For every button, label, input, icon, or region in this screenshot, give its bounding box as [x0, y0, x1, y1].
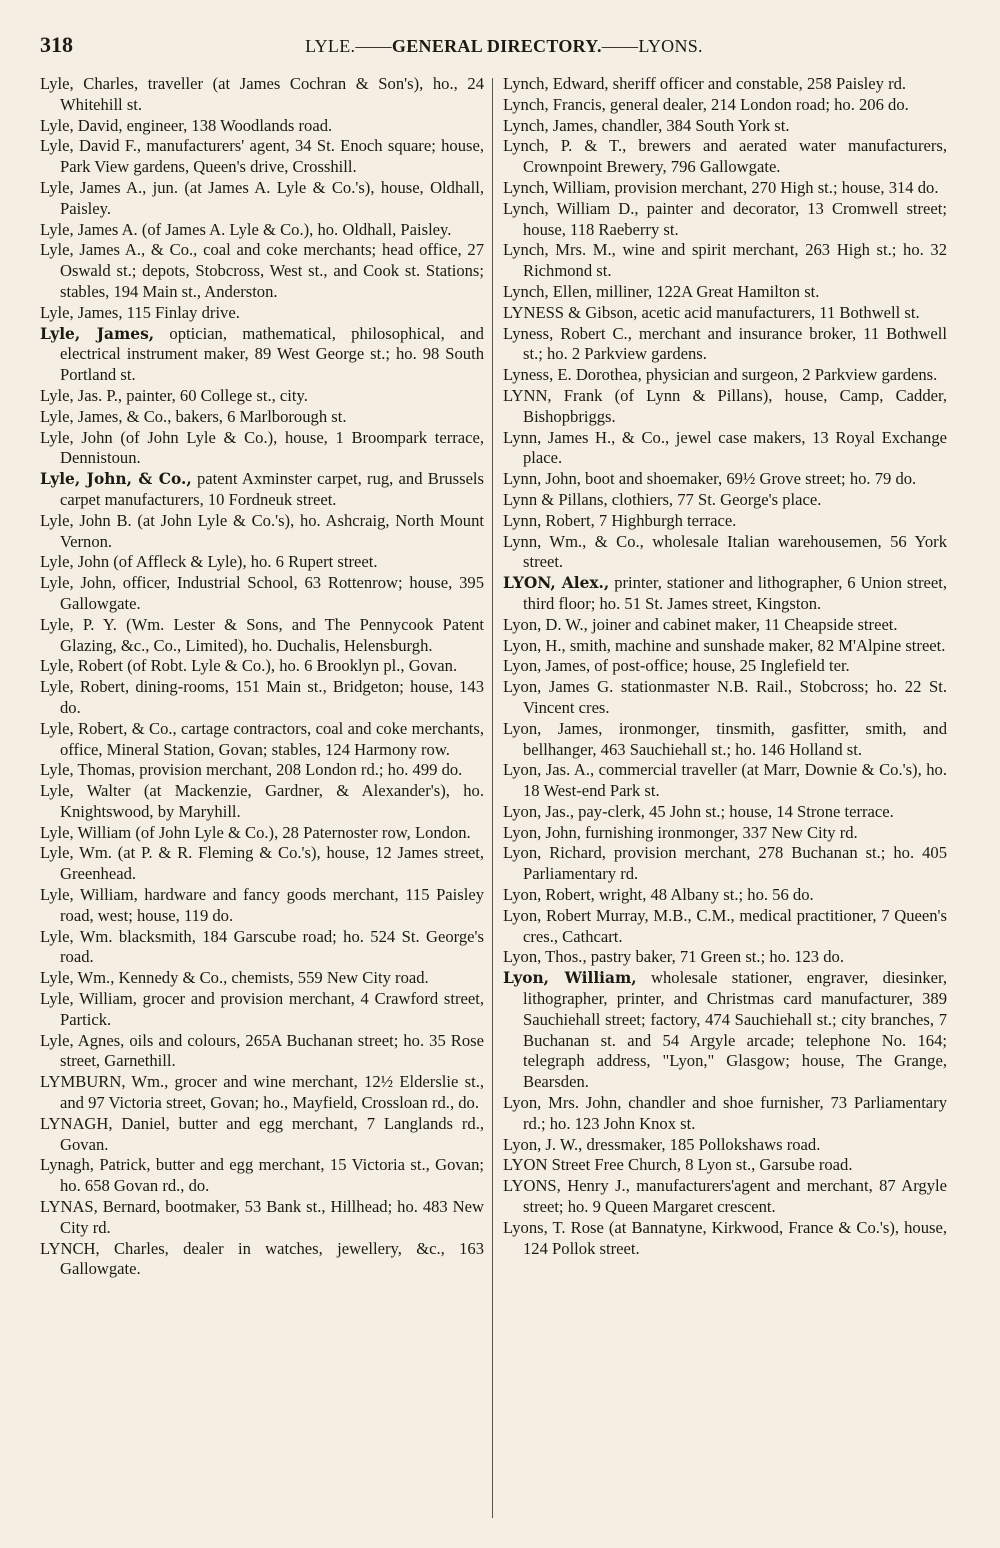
- entry-text: Lynch, Mrs. M., wine and spirit merchant, 263 High st.; ho. 32 Richmond st.: [503, 240, 947, 281]
- entry-text: Lyon, J. W., dressmaker, 185 Pollokshaws road.: [503, 1134, 821, 1154]
- directory-entry: [40, 178, 484, 220]
- directory-entry: [40, 989, 484, 1031]
- entry-text: Lynch, William, provision merchant, 270 High st.; house, 314 do.: [503, 177, 939, 197]
- entry-text: wholesale stationer, engraver, diesinker, lithographer, printer, and Christmas card manufacturer, 389 Sauchiehall street; factory, 474 Sauchiehall st.; city branches, 7 Buchanan st. and 54 Argyle arcade; telephone No. 164; telegraph address, "Lyon," Glasgow; house, The Grange, Bearsden.: [523, 968, 947, 1092]
- directory-entry: [503, 1093, 947, 1135]
- directory-entry: [503, 511, 947, 532]
- directory-entry: [503, 116, 947, 137]
- entry-name-bold: Lyon, William,: [503, 969, 637, 988]
- entry-text: Lynn, Wm., & Co., wholesale Italian warehousemen, 56 York street.: [503, 531, 947, 572]
- entry-name-bold: Lyle, John, & Co.,: [40, 470, 192, 489]
- entry-text: Lyle, Agnes, oils and colours, 265A Buchanan street; ho. 35 Rose street, Garnethill.: [40, 1030, 484, 1071]
- directory-columns: [40, 74, 970, 1518]
- entry-text: LYMBURN, Wm., grocer and wine merchant, 12½ Elderslie st., and 97 Victoria street, Govan; ho., Mayfield, Crossloan rd., do.: [40, 1072, 484, 1113]
- entry-text: Lynn & Pillans, clothiers, 77 St. George's place.: [503, 489, 822, 509]
- running-head-right: LYONS.: [638, 36, 703, 56]
- entry-text: Lyle, Jas. P., painter, 60 College st., city.: [40, 385, 308, 405]
- entry-text: LYNCH, Charles, dealer in watches, jewellery, &c., 163 Gallowgate.: [40, 1238, 484, 1279]
- right-column: [503, 74, 947, 1259]
- entry-text: Lyon, Thos., pastry baker, 71 Green st.; ho. 123 do.: [503, 947, 844, 967]
- page-number: 318: [40, 32, 73, 57]
- directory-entry: [40, 386, 484, 407]
- directory-entry: [40, 240, 484, 302]
- entry-text: Lyness, E. Dorothea, physician and surgeon, 2 Parkview gardens.: [503, 365, 938, 385]
- entry-text: Lyle, Robert, dining-rooms, 151 Main st., Bridgeton; house, 143 do.: [40, 677, 484, 717]
- directory-entry: [503, 1155, 947, 1176]
- directory-entry: [40, 428, 484, 470]
- entry-text: Lyle, William (of John Lyle & Co.), 28 Paternoster row, London.: [40, 822, 471, 842]
- entry-text: Lyle, David, engineer, 138 Woodlands road.: [40, 115, 333, 135]
- entry-text: LYNESS & Gibson, acetic acid manufacturers, 11 Bothwell st.: [503, 302, 920, 322]
- entry-text: Lyle, John (of Affleck & Lyle), ho. 6 Rupert street.: [40, 552, 378, 572]
- entry-text: Lynch, James, chandler, 384 South York st.: [503, 115, 790, 135]
- directory-entry: [40, 74, 484, 116]
- directory-entry: [503, 760, 947, 802]
- directory-entry: [503, 74, 947, 95]
- entry-text: Lyon, James, ironmonger, tinsmith, gasfitter, smith, and bellhanger, 463 Sauchiehall st.; ho. 146 Holland st.: [503, 718, 947, 759]
- directory-entry: [40, 885, 484, 927]
- entry-text: Lyon, H., smith, machine and sunshade maker, 82 M'Alpine street.: [503, 635, 946, 655]
- entry-text: Lyon, Jas., pay-clerk, 45 John st.; house, 14 Strone terrace.: [503, 801, 894, 821]
- entry-text: Lynch, P. & T., brewers and aerated water manufacturers, Crownpoint Brewery, 796 Gallowgate.: [503, 136, 947, 177]
- entry-text: Lyle, Robert (of Robt. Lyle & Co.), ho. 6 Brooklyn pl., Govan.: [40, 656, 458, 676]
- entry-text: Lynch, Edward, sheriff officer and constable, 258 Paisley rd.: [503, 74, 907, 93]
- entry-text: Lyle, David F., manufacturers' agent, 34 St. Enoch square; house, Park View gardens, Queen's drive, Crosshill.: [40, 136, 484, 177]
- directory-entry: [40, 407, 484, 428]
- entry-text: Lyle, John (of John Lyle & Co.), house, 1 Broompark terrace, Dennistoun.: [40, 427, 484, 468]
- entry-text: Lyle, William, hardware and fancy goods merchant, 115 Paisley road, west; house, 119 do.: [40, 885, 484, 925]
- directory-entry: [503, 947, 947, 968]
- directory-entry: [503, 532, 947, 574]
- column-divider: [492, 78, 493, 1518]
- directory-entry: [503, 324, 947, 366]
- directory-entry: [503, 1218, 947, 1260]
- entry-text: Lyon, James G. stationmaster N.B. Rail., Stobcross; ho. 22 St. Vincent cres.: [503, 677, 947, 717]
- directory-entry: [40, 1155, 484, 1197]
- directory-entry: [503, 636, 947, 657]
- entry-text: Lyle, Wm., Kennedy & Co., chemists, 559 New City road.: [40, 968, 429, 988]
- entry-text: optician, mathematical, philosophical, and electrical instrument maker, 89 West George st.; ho. 98 South Portland st.: [60, 323, 484, 385]
- directory-entry: [40, 927, 484, 969]
- directory-entry: [503, 469, 947, 490]
- directory-entry: [503, 843, 947, 885]
- entry-text: Lyon, John, furnishing ironmonger, 337 New City rd.: [503, 822, 858, 842]
- entry-text: Lynch, Francis, general dealer, 214 London road; ho. 206 do.: [503, 94, 909, 114]
- directory-entry: [503, 1135, 947, 1156]
- directory-entry: [40, 823, 484, 844]
- directory-entry: [40, 1239, 484, 1281]
- directory-entry: [40, 781, 484, 823]
- directory-entry: [503, 282, 947, 303]
- entry-text: LYNAS, Bernard, bootmaker, 53 Bank st., Hillhead; ho. 483 New City rd.: [40, 1197, 484, 1237]
- entry-text: Lyon, Robert Murray, M.B., C.M., medical practitioner, 7 Queen's cres., Cathcart.: [503, 905, 947, 946]
- entry-text: Lynagh, Patrick, butter and egg merchant, 15 Victoria st., Govan; ho. 658 Govan rd., do.: [40, 1155, 484, 1196]
- directory-entry: [503, 136, 947, 178]
- directory-entry: [503, 615, 947, 636]
- entry-text: Lyle, Wm. blacksmith, 184 Garscube road; ho. 524 St. George's road.: [40, 926, 484, 967]
- directory-entry: [503, 386, 947, 428]
- entry-text: Lyle, James A. (of James A. Lyle & Co.), ho. Oldhall, Paisley.: [40, 219, 452, 239]
- directory-entry: [503, 1176, 947, 1218]
- directory-entry: [503, 490, 947, 511]
- directory-entry: [503, 428, 947, 470]
- directory-entry: [40, 1072, 484, 1114]
- directory-entry: [503, 906, 947, 948]
- entry-text: Lynn, John, boot and shoemaker, 69½ Grove street; ho. 79 do.: [503, 469, 917, 489]
- directory-entry: [503, 365, 947, 386]
- entry-text: Lyle, Wm. (at P. & R. Fleming & Co.'s), house, 12 James street, Greenhead.: [40, 843, 484, 884]
- entry-text: printer, stationer and lithographer, 6 Union street, third floor; ho. 51 St. James street, Kingston.: [523, 573, 947, 613]
- entry-text: Lynch, William D., painter and decorator, 13 Cromwell street; house, 118 Raeberry st.: [503, 198, 947, 239]
- directory-entry: [40, 511, 484, 553]
- entry-name-bold: Lyle, James,: [40, 324, 155, 343]
- entry-text: Lyle, John, officer, Industrial School, 63 Rottenrow; house, 395 Gallowgate.: [40, 573, 484, 613]
- directory-entry: [503, 656, 947, 677]
- running-head-left: LYLE.: [305, 36, 356, 56]
- directory-entry: [40, 136, 484, 178]
- entry-text: Lyon, Richard, provision merchant, 278 Buchanan st.; ho. 405 Parliamentary rd.: [503, 843, 947, 884]
- entry-text: Lyle, James A., & Co., coal and coke merchants; head office, 27 Oswald st.; depots, Stobcross, West st., and Cook st. Stations; stables, 194 Main st., Anderston.: [40, 240, 484, 301]
- entry-text: Lyle, Walter (at Mackenzie, Gardner, & Alexander's), ho. Knightswood, by Maryhill.: [40, 781, 484, 821]
- directory-entry: [40, 116, 484, 137]
- directory-entry: [40, 1031, 484, 1073]
- directory-entry: [503, 199, 947, 241]
- entry-text: Lyon, Mrs. John, chandler and shoe furnisher, 73 Parliamentary rd.; ho. 123 John Knox st.: [503, 1093, 947, 1133]
- directory-entry: [40, 1114, 484, 1156]
- directory-entry: [40, 324, 484, 386]
- directory-entry: [503, 968, 947, 1093]
- directory-entry: [503, 240, 947, 282]
- entry-name-bold: LYON, Alex.,: [503, 574, 610, 593]
- directory-entry: [40, 656, 484, 677]
- entry-text: Lyon, James, of post-office; house, 25 Inglefield ter.: [503, 656, 850, 676]
- entry-text: Lyle, James, 115 Finlay drive.: [40, 302, 240, 322]
- directory-entry: [503, 802, 947, 823]
- directory-entry: [40, 719, 484, 761]
- directory-entry: [40, 1197, 484, 1239]
- entry-text: Lyness, Robert C., merchant and insurance broker, 11 Bothwell st.; ho. 2 Parkview gardens.: [503, 323, 947, 364]
- directory-entry: [40, 843, 484, 885]
- entry-text: Lyle, Robert, & Co., cartage contractors, coal and coke merchants, office, Mineral Station, Govan; stables, 124 Harmony row.: [40, 718, 484, 759]
- entry-text: Lynn, James H., & Co., jewel case makers, 13 Royal Exchange place.: [503, 427, 947, 468]
- directory-entry: [40, 573, 484, 615]
- entry-text: LYNAGH, Daniel, butter and egg merchant, 7 Langlands rd., Govan.: [40, 1113, 484, 1154]
- directory-entry: [40, 220, 484, 241]
- entry-text: Lyle, James, & Co., bakers, 6 Marlborough st.: [40, 406, 347, 426]
- directory-entry: [503, 823, 947, 844]
- running-head-title: GENERAL DIRECTORY.: [391, 36, 602, 56]
- entry-text: patent Axminster carpet, rug, and Brussels carpet manufacturers, 10 Fordneuk street.: [60, 469, 484, 509]
- directory-entry: [40, 615, 484, 657]
- entry-text: Lyon, Jas. A., commercial traveller (at Marr, Downie & Co.'s), ho. 18 West-end Park st.: [503, 760, 947, 801]
- directory-entry: [503, 178, 947, 199]
- entry-text: Lyle, John B. (at John Lyle & Co.'s), ho. Ashcraig, North Mount Vernon.: [40, 510, 484, 551]
- entry-text: Lyle, William, grocer and provision merchant, 4 Crawford street, Partick.: [40, 989, 484, 1029]
- page-header: [40, 28, 968, 62]
- entry-text: LYONS, Henry J., manufacturers'agent and merchant, 87 Argyle street; ho. 9 Queen Margaret crescent.: [503, 1176, 947, 1217]
- entry-text: Lynch, Ellen, milliner, 122A Great Hamilton st.: [503, 281, 820, 301]
- directory-entry: [503, 303, 947, 324]
- entry-text: Lyle, Charles, traveller (at James Cochran & Son's), ho., 24 Whitehill st.: [40, 74, 484, 114]
- entry-text: Lyle, James A., jun. (at James A. Lyle & Co.'s), house, Oldhall, Paisley.: [40, 177, 484, 218]
- entry-text: Lyon, D. W., joiner and cabinet maker, 11 Cheapside street.: [503, 614, 898, 634]
- entry-text: Lyle, Thomas, provision merchant, 208 London rd.; ho. 499 do.: [40, 760, 463, 780]
- directory-entry: [40, 677, 484, 719]
- entry-text: Lyon, Robert, wright, 48 Albany st.; ho. 56 do.: [503, 885, 814, 905]
- entry-text: Lynn, Robert, 7 Highburgh terrace.: [503, 510, 737, 530]
- directory-entry: [40, 760, 484, 781]
- running-head: LYLE.——GENERAL DIRECTORY.——LYONS.: [305, 36, 703, 56]
- directory-entry: [503, 677, 947, 719]
- directory-entry: [40, 469, 484, 511]
- left-column: [40, 74, 484, 1280]
- entry-text: Lyle, P. Y. (Wm. Lester & Sons, and The Pennycook Patent Glazing, &c., Co., Limited), ho. Duchalis, Helensburgh.: [40, 614, 484, 655]
- entry-text: LYNN, Frank (of Lynn & Pillans), house, Camp, Cadder, Bishopbriggs.: [503, 385, 947, 426]
- directory-entry: [503, 573, 947, 615]
- directory-entry: [503, 719, 947, 761]
- directory-entry: [503, 885, 947, 906]
- entry-text: LYON Street Free Church, 8 Lyon st., Garsube road.: [503, 1155, 853, 1175]
- directory-entry: [40, 968, 484, 989]
- directory-entry: [40, 552, 484, 573]
- directory-entry: [503, 95, 947, 116]
- entry-text: Lyons, T. Rose (at Bannatyne, Kirkwood, France & Co.'s), house, 124 Pollok street.: [503, 1217, 947, 1258]
- directory-entry: [40, 303, 484, 324]
